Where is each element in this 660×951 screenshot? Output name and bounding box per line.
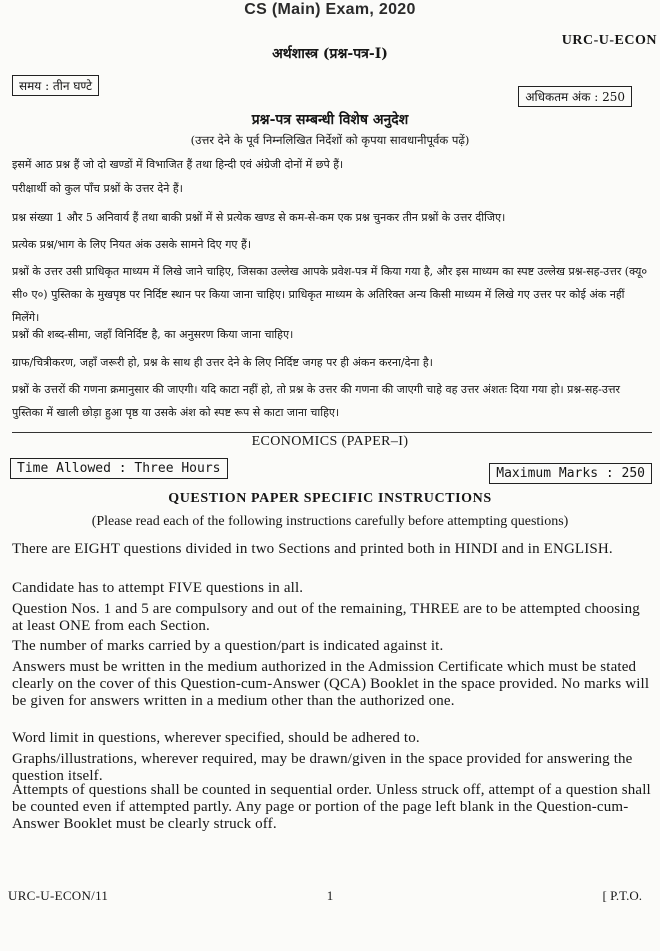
hindi-instruction-5: प्रश्नों के उत्तर उसी प्राधिकृत माध्यम में लिखे जाने चाहिए, जिसका उल्लेख आपके प्रवेश-पत्र में किया गया है, और इस माध्यम का स्पष्ट उल्लेख प्रश्न-सह-उत्तर (क्यू० सी० ए०) पुस्तिका के मुखपृष्ठ पर निर्दिष्ट स्थान पर किया जाना चाहिए। प्राधिकृत माध्यम के अतिरिक्त अन्य किसी माध्यम में लिखे गए उत्तर पर कोई अंक नहीं मिलेंगे।	[12, 265, 648, 324]
instructions-title-english: QUESTION PAPER SPECIFIC INSTRUCTIONS	[168, 491, 492, 506]
hindi-instruction-7: ग्राफ/चित्रीकरण, जहाँ जरूरी हो, प्रश्न के साथ ही उत्तर देने के लिए निर्दिष्ट जगह पर ही अंकन करना/देना है।	[12, 356, 433, 369]
english-instruction-8: Attempts of questions shall be counted in sequential order. Unless struck off, attempt of a question shall be counted even if attempted partly. Any page or portion of the page left blank in the Question-cum-Answer Booklet must be clearly struck off.	[12, 782, 651, 832]
english-instruction-5: Answers must be written in the medium authorized in the Admission Certificate which must be stated clearly on the cover of this Question-cum-Answer (QCA) Booklet in the space provided. No marks will be given for answers written in a medium other than the authorized one.	[12, 659, 650, 709]
english-instruction-7: Graphs/illustrations, wherever required, may be drawn/given in the space provided for answering the question itself.	[12, 751, 633, 784]
hindi-instruction-6: प्रश्नों की शब्द-सीमा, जहाँ विनिर्दिष्ट है, का अनुसरण किया जाना चाहिए।	[12, 328, 294, 341]
paper-title-english: ECONOMICS (PAPER–I)	[251, 434, 409, 449]
maximum-marks-english: Maximum Marks : 250	[489, 463, 652, 484]
hindi-instruction-2: परीक्षार्थी को कुल पाँच प्रश्नों के उत्तर देने हैं।	[12, 182, 183, 195]
english-instruction-6: Word limit in questions, wherever specified, should be adhered to.	[12, 730, 420, 746]
time-allowed-hindi: समय : तीन घण्टे	[12, 75, 99, 96]
footer-paper-code: URC-U-ECON/11	[8, 888, 109, 903]
page-number: 1	[326, 888, 334, 903]
hindi-instruction-8: प्रश्नों के उत्तरों की गणना क्रमानुसार की जाएगी। यदि काटा नहीं हो, तो प्रश्न के उत्तर की गणना की जाएगी चाहे वह उत्तर अंशतः दिया गया हो। प्रश्न-सह-उत्तर पुस्तिका में खाली छोड़ा हुआ पृष्ठ या उसके अंश को स्पष्ट रूप से काटा जाना चाहिए।	[12, 383, 620, 419]
exam-title: CS (Main) Exam, 2020	[244, 1, 416, 18]
hindi-instruction-3: प्रश्न संख्या 1 और 5 अनिवार्य हैं तथा बाकी प्रश्नों में से प्रत्येक खण्ड से कम-से-कम एक प्रश्न चुनकर तीन प्रश्नों के उत्तर दीजिए।	[12, 211, 506, 224]
please-turn-over: [ P.T.O.	[602, 888, 642, 903]
time-allowed-english: Time Allowed : Three Hours	[10, 458, 228, 479]
hindi-instruction-1: इसमें आठ प्रश्न हैं जो दो खण्डों में विभाजित हैं तथा हिन्दी एवं अंग्रेजी दोनों में छपे हैं।	[12, 158, 344, 171]
instructions-title-hindi: प्रश्न-पत्र सम्बन्धी विशेष अनुदेश	[251, 112, 409, 128]
maximum-marks-hindi: अधिकतम अंक : 250	[518, 86, 632, 107]
section-divider	[12, 432, 652, 433]
english-instruction-1: There are EIGHT questions divided in two Sections and printed both in HINDI and in ENGLISH.	[12, 541, 613, 557]
hindi-instruction-4: प्रत्येक प्रश्न/भाग के लिए नियत अंक उसके सामने दिए गए हैं।	[12, 238, 251, 251]
english-instruction-3: Question Nos. 1 and 5 are compulsory and out of the remaining, THREE are to be attempted choosing at least ONE from each Section.	[12, 601, 640, 634]
paper-code: URC-U-ECON	[561, 33, 657, 48]
english-instruction-4: The number of marks carried by a question/part is indicated against it.	[12, 638, 444, 654]
instructions-note-hindi: (उत्तर देने के पूर्व निम्नलिखित निर्देशों को कृपया सावधानीपूर्वक पढ़ें)	[190, 133, 470, 147]
english-instruction-2: Candidate has to attempt FIVE questions in all.	[12, 580, 304, 596]
paper-title-hindi: अर्थशास्त्र (प्रश्न-पत्र-I)	[272, 46, 388, 62]
instructions-note-english: (Please read each of the following instructions carefully before attempting questions)	[91, 514, 569, 529]
